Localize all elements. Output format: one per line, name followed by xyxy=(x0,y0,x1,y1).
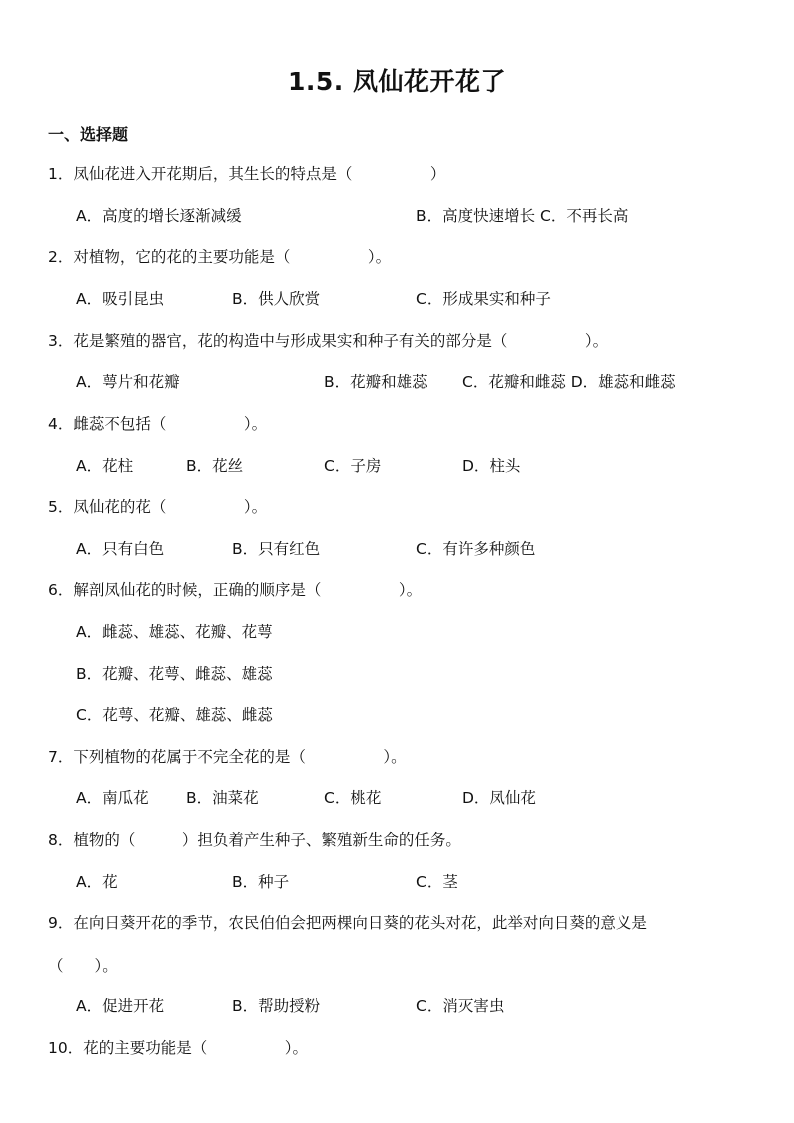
question-9-stem: 9．在向日葵开花的季节，农民伯伯会把两棵向日葵的花头对花，此举对向日葵的意义是 xyxy=(48,914,647,932)
question-3-option-a[interactable]: A．萼片和花瓣 xyxy=(76,373,180,391)
question-3-option-cd[interactable]: C．花瓣和雌蕊 D．雄蕊和雌蕊 xyxy=(462,373,676,391)
question-7-option-a[interactable]: A．南瓜花 xyxy=(76,789,149,807)
question-6-option-b[interactable]: B．花瓣、花萼、雌蕊、雄蕊 xyxy=(76,665,273,683)
question-7-stem: 7．下列植物的花属于不完全花的是（ ）。 xyxy=(48,748,407,766)
question-5-stem: 5．凤仙花的花（ ）。 xyxy=(48,498,268,516)
question-2-option-c[interactable]: C．形成果实和种子 xyxy=(416,290,551,308)
question-8-option-c[interactable]: C．茎 xyxy=(416,873,458,891)
question-9-option-c[interactable]: C．消灭害虫 xyxy=(416,997,505,1015)
question-7-option-d[interactable]: D．凤仙花 xyxy=(462,789,536,807)
question-8-option-a[interactable]: A．花 xyxy=(76,873,118,891)
question-3-stem: 3．花是繁殖的器官，花的构造中与形成果实和种子有关的部分是（ ）。 xyxy=(48,332,609,350)
question-6-option-c[interactable]: C．花萼、花瓣、雄蕊、雌蕊 xyxy=(76,706,273,724)
question-7-option-b[interactable]: B．油菜花 xyxy=(186,789,259,807)
question-10-stem: 10．花的主要功能是（ ）。 xyxy=(48,1039,308,1057)
question-4-option-d[interactable]: D．柱头 xyxy=(462,457,521,475)
question-7-option-c[interactable]: C．桃花 xyxy=(324,789,382,807)
question-5-option-b[interactable]: B．只有红色 xyxy=(232,540,321,558)
question-4-option-a[interactable]: A．花柱 xyxy=(76,457,134,475)
question-2-option-a[interactable]: A．吸引昆虫 xyxy=(76,290,165,308)
question-8-option-b[interactable]: B．种子 xyxy=(232,873,290,891)
question-2-stem: 2．对植物，它的花的主要功能是（ ）。 xyxy=(48,248,392,266)
question-9-stem-continued: （ ）。 xyxy=(48,957,118,975)
question-1-option-bc[interactable]: B．高度快速增长 C．不再长高 xyxy=(416,207,629,225)
question-9-option-a[interactable]: A．促进开花 xyxy=(76,997,165,1015)
question-1-stem: 1．凤仙花进入开花期后，其生长的特点是（ ） xyxy=(48,165,446,183)
question-5-option-c[interactable]: C．有许多种颜色 xyxy=(416,540,536,558)
question-1-option-a[interactable]: A．高度的增长逐渐减缓 xyxy=(76,207,242,225)
question-5-option-a[interactable]: A．只有白色 xyxy=(76,540,165,558)
question-2-option-b[interactable]: B．供人欣赏 xyxy=(232,290,321,308)
question-6-option-a[interactable]: A．雌蕊、雄蕊、花瓣、花萼 xyxy=(76,623,273,641)
question-8-stem: 8．植物的（ ）担负着产生种子、繁殖新生命的任务。 xyxy=(48,831,461,849)
question-9-option-b[interactable]: B．帮助授粉 xyxy=(232,997,321,1015)
section-heading: 一、选择题 xyxy=(48,125,129,144)
question-4-stem: 4．雌蕊不包括（ ）。 xyxy=(48,415,268,433)
page-title: 1.5. 凤仙花开花了 xyxy=(288,67,506,96)
question-4-option-b[interactable]: B．花丝 xyxy=(186,457,244,475)
question-4-option-c[interactable]: C．子房 xyxy=(324,457,382,475)
question-6-stem: 6．解剖凤仙花的时候，正确的顺序是（ ）。 xyxy=(48,581,423,599)
question-3-option-b[interactable]: B．花瓣和雄蕊 xyxy=(324,373,428,391)
